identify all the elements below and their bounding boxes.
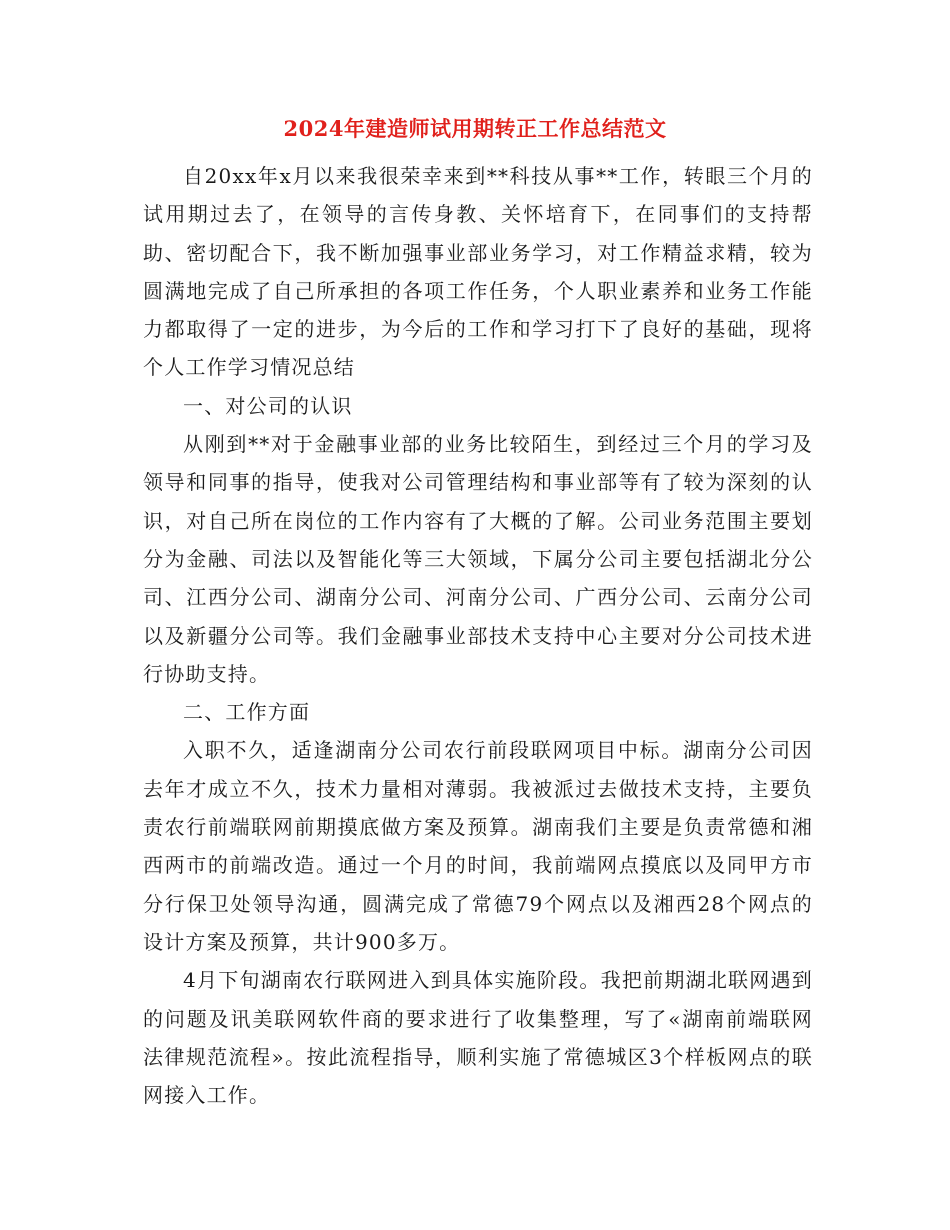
company-paragraph: 从刚到**对于金融事业部的业务比较陌生，到经过三个月的学习及领导和同事的指导，使我对公司管理结构和事业部等有了较为深刻的认识，对自己所在岗位的工作内容有了大概的了解。公司业务范围主要划分为金融、司法以及智能化等三大领域，下属分公司主要包括湖北分公司、江西分公司、湖南分公司、河南分公司、广西分公司、云南分公司以及新疆分公司等。我们金融事业部技术支持中心主要对分公司技术进行协助支持。 xyxy=(143,432,813,686)
implementation-paragraph: 4月下旬湖南农行联网进入到具体实施阶段。我把前期湖北联网遇到的问题及讯美联网软件商的要求进行了收集整理，写了«湖南前端联网法律规范流程»。按此流程指导，顺利实施了常德城区3个样板网点的联网接入工作。 xyxy=(143,968,813,1108)
work-paragraph: 入职不久，适逢湖南分公司农行前段联网项目中标。湖南分公司因去年才成立不久，技术力量相对薄弱。我被派过去做技术支持，主要负责农行前端联网前期摸底做方案及预算。湖南我们主要是负责常德和湘西两市的前端改造。通过一个月的时间，我前端网点摸底以及同甲方市分行保卫处领导沟通，圆满完成了常德79个网点以及湘西28个网点的设计方案及预算，共计900多万。 xyxy=(143,738,813,954)
document-title: 2024年建造师试用期转正工作总结范文 xyxy=(283,116,667,141)
section-heading-work: 二、工作方面 xyxy=(183,700,311,725)
intro-paragraph: 自20xx年x月以来我很荣幸来到**科技从事**工作，转眼三个月的试用期过去了，在领导的言传身教、关怀培育下，在同事们的支持帮助、密切配合下，我不断加强事业部业务学习，对工作精益求精，较为圆满地完成了自己所承担的各项工作任务，个人职业素养和业务工作能力都取得了一定的进步，为今后的工作和学习打下了良好的基础，现将个人工作学习情况总结 xyxy=(143,164,813,380)
section-heading-company: 一、对公司的认识 xyxy=(183,393,353,418)
document-body xyxy=(143,157,813,1114)
